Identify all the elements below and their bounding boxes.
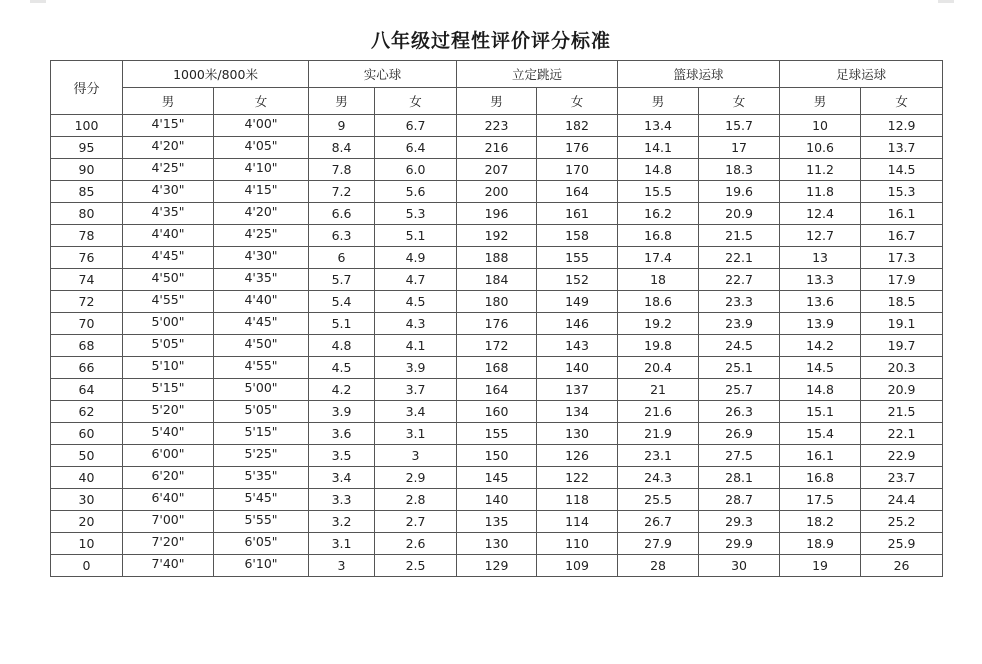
football-female-cell: 19.7 xyxy=(861,335,943,357)
jump-male-cell: 129 xyxy=(457,555,537,577)
jump-male-cell: 196 xyxy=(457,203,537,225)
run-female-cell: 6'10" xyxy=(214,555,309,577)
ball-male-cell: 3.6 xyxy=(309,423,375,445)
page-title: 八年级过程性评价评分标准 xyxy=(370,30,611,52)
basketball-female-cell: 29.3 xyxy=(699,511,780,533)
score-cell: 85 xyxy=(51,181,123,203)
ball-male-header: 男 xyxy=(309,88,375,115)
basketball-male-cell: 18 xyxy=(618,269,699,291)
table-row xyxy=(51,489,943,511)
football-male-cell: 15.4 xyxy=(780,423,861,445)
run-male-cell: 7'40" xyxy=(123,555,214,577)
jump-male-cell: 140 xyxy=(457,489,537,511)
jump-group-header: 立定跳远 xyxy=(457,61,618,88)
run-male-cell: 4'35" xyxy=(123,203,214,225)
jump-female-cell: 143 xyxy=(537,335,618,357)
score-cell: 66 xyxy=(51,357,123,379)
basketball-male-cell: 27.9 xyxy=(618,533,699,555)
table-row xyxy=(51,247,943,269)
basketball-male-cell: 19.2 xyxy=(618,313,699,335)
jump-female-cell: 130 xyxy=(537,423,618,445)
table-header xyxy=(51,61,943,115)
basketball-female-cell: 26.9 xyxy=(699,423,780,445)
jump-female-cell: 140 xyxy=(537,357,618,379)
ball-female-cell: 2.9 xyxy=(375,467,457,489)
football-female-cell: 18.5 xyxy=(861,291,943,313)
ball-male-cell: 6.6 xyxy=(309,203,375,225)
ball-male-cell: 7.8 xyxy=(309,159,375,181)
jump-female-cell: 122 xyxy=(537,467,618,489)
jump-female-cell: 137 xyxy=(537,379,618,401)
ball-male-cell: 3.4 xyxy=(309,467,375,489)
jump-female-cell: 161 xyxy=(537,203,618,225)
football-female-cell: 19.1 xyxy=(861,313,943,335)
jump-female-cell: 118 xyxy=(537,489,618,511)
football-male-cell: 16.1 xyxy=(780,445,861,467)
football-male-cell: 11.2 xyxy=(780,159,861,181)
football-male-cell: 13 xyxy=(780,247,861,269)
score-cell: 78 xyxy=(51,225,123,247)
run-male-cell: 4'25" xyxy=(123,159,214,181)
score-cell: 64 xyxy=(51,379,123,401)
run-male-cell: 4'40" xyxy=(123,225,214,247)
run-female-header: 女 xyxy=(214,88,309,115)
basketball-female-cell: 28.7 xyxy=(699,489,780,511)
football-male-cell: 13.6 xyxy=(780,291,861,313)
ball-female-cell: 2.5 xyxy=(375,555,457,577)
run-male-header: 男 xyxy=(123,88,214,115)
score-cell: 90 xyxy=(51,159,123,181)
score-cell: 30 xyxy=(51,489,123,511)
run-male-cell: 5'10" xyxy=(123,357,214,379)
run-female-cell: 4'10" xyxy=(214,159,309,181)
football-male-cell: 18.2 xyxy=(780,511,861,533)
basketball-male-cell: 23.1 xyxy=(618,445,699,467)
run-female-cell: 4'35" xyxy=(214,269,309,291)
run-female-cell: 4'05" xyxy=(214,137,309,159)
basketball-male-header: 男 xyxy=(618,88,699,115)
basketball-female-cell: 29.9 xyxy=(699,533,780,555)
ball-male-cell: 4.2 xyxy=(309,379,375,401)
run-male-cell: 4'45" xyxy=(123,247,214,269)
ball-female-cell: 6.7 xyxy=(375,115,457,137)
run-male-cell: 5'20" xyxy=(123,401,214,423)
basketball-male-cell: 15.5 xyxy=(618,181,699,203)
score-cell: 74 xyxy=(51,269,123,291)
score-cell: 100 xyxy=(51,115,123,137)
run-male-cell: 7'20" xyxy=(123,533,214,555)
ball-female-cell: 3.1 xyxy=(375,423,457,445)
ball-male-cell: 6 xyxy=(309,247,375,269)
football-male-cell: 18.9 xyxy=(780,533,861,555)
table-row xyxy=(51,555,943,577)
run-female-cell: 5'25" xyxy=(214,445,309,467)
basketball-group-header: 篮球运球 xyxy=(618,61,780,88)
ball-male-cell: 3 xyxy=(309,555,375,577)
run-female-cell: 5'35" xyxy=(214,467,309,489)
basketball-female-cell: 23.3 xyxy=(699,291,780,313)
table-row xyxy=(51,533,943,555)
score-cell: 68 xyxy=(51,335,123,357)
football-male-cell: 16.8 xyxy=(780,467,861,489)
jump-female-cell: 126 xyxy=(537,445,618,467)
run-female-cell: 4'30" xyxy=(214,247,309,269)
basketball-male-cell: 19.8 xyxy=(618,335,699,357)
score-cell: 62 xyxy=(51,401,123,423)
basketball-male-cell: 14.8 xyxy=(618,159,699,181)
jump-female-cell: 149 xyxy=(537,291,618,313)
ball-female-cell: 2.7 xyxy=(375,511,457,533)
table-row xyxy=(51,401,943,423)
table-row xyxy=(51,159,943,181)
score-cell: 0 xyxy=(51,555,123,577)
table-row xyxy=(51,181,943,203)
basketball-female-cell: 25.1 xyxy=(699,357,780,379)
run-male-cell: 5'15" xyxy=(123,379,214,401)
ball-male-cell: 6.3 xyxy=(309,225,375,247)
table-row xyxy=(51,203,943,225)
ball-male-cell: 8.4 xyxy=(309,137,375,159)
jump-female-cell: 182 xyxy=(537,115,618,137)
football-female-cell: 12.9 xyxy=(861,115,943,137)
jump-female-cell: 164 xyxy=(537,181,618,203)
run-male-cell: 7'00" xyxy=(123,511,214,533)
football-female-cell: 14.5 xyxy=(861,159,943,181)
ball-female-cell: 4.7 xyxy=(375,269,457,291)
run-female-cell: 5'45" xyxy=(214,489,309,511)
score-cell: 10 xyxy=(51,533,123,555)
ball-male-cell: 7.2 xyxy=(309,181,375,203)
table-row xyxy=(51,467,943,489)
header-row-groups xyxy=(51,61,943,88)
basketball-male-cell: 20.4 xyxy=(618,357,699,379)
table-row xyxy=(51,423,943,445)
score-cell: 60 xyxy=(51,423,123,445)
basketball-female-cell: 18.3 xyxy=(699,159,780,181)
football-female-cell: 17.9 xyxy=(861,269,943,291)
basketball-male-cell: 28 xyxy=(618,555,699,577)
run-female-cell: 5'05" xyxy=(214,401,309,423)
table-row xyxy=(51,335,943,357)
football-female-cell: 26 xyxy=(861,555,943,577)
score-cell: 76 xyxy=(51,247,123,269)
run-group-header: 1000米/800米 xyxy=(123,61,309,88)
football-male-cell: 14.8 xyxy=(780,379,861,401)
ball-female-cell: 2.8 xyxy=(375,489,457,511)
run-female-cell: 4'50" xyxy=(214,335,309,357)
ball-female-cell: 4.3 xyxy=(375,313,457,335)
ball-male-cell: 3.3 xyxy=(309,489,375,511)
jump-male-cell: 160 xyxy=(457,401,537,423)
score-cell: 70 xyxy=(51,313,123,335)
jump-female-cell: 152 xyxy=(537,269,618,291)
football-female-cell: 16.1 xyxy=(861,203,943,225)
ball-female-cell: 3.4 xyxy=(375,401,457,423)
run-male-cell: 5'05" xyxy=(123,335,214,357)
corner-mark-left xyxy=(30,0,46,3)
ball-male-cell: 9 xyxy=(309,115,375,137)
table-row xyxy=(51,445,943,467)
jump-male-cell: 180 xyxy=(457,291,537,313)
football-female-cell: 22.1 xyxy=(861,423,943,445)
basketball-female-cell: 30 xyxy=(699,555,780,577)
run-female-cell: 4'45" xyxy=(214,313,309,335)
basketball-male-cell: 14.1 xyxy=(618,137,699,159)
run-male-cell: 4'20" xyxy=(123,137,214,159)
basketball-female-cell: 26.3 xyxy=(699,401,780,423)
jump-female-cell: 134 xyxy=(537,401,618,423)
basketball-female-cell: 21.5 xyxy=(699,225,780,247)
football-male-cell: 10.6 xyxy=(780,137,861,159)
jump-female-cell: 110 xyxy=(537,533,618,555)
run-male-cell: 6'20" xyxy=(123,467,214,489)
basketball-male-cell: 21 xyxy=(618,379,699,401)
run-female-cell: 5'00" xyxy=(214,379,309,401)
table-row xyxy=(51,225,943,247)
run-male-cell: 4'15" xyxy=(123,115,214,137)
ball-female-cell: 5.6 xyxy=(375,181,457,203)
jump-male-cell: 192 xyxy=(457,225,537,247)
jump-male-cell: 130 xyxy=(457,533,537,555)
football-male-cell: 17.5 xyxy=(780,489,861,511)
ball-male-cell: 3.5 xyxy=(309,445,375,467)
ball-male-cell: 5.4 xyxy=(309,291,375,313)
run-male-cell: 4'50" xyxy=(123,269,214,291)
table-row xyxy=(51,291,943,313)
football-male-cell: 12.7 xyxy=(780,225,861,247)
score-column-header: 得分 xyxy=(51,61,123,115)
run-male-cell: 6'40" xyxy=(123,489,214,511)
table-row xyxy=(51,357,943,379)
basketball-female-cell: 24.5 xyxy=(699,335,780,357)
run-female-cell: 4'20" xyxy=(214,203,309,225)
jump-female-cell: 155 xyxy=(537,247,618,269)
football-male-cell: 19 xyxy=(780,555,861,577)
basketball-male-cell: 26.7 xyxy=(618,511,699,533)
jump-male-cell: 188 xyxy=(457,247,537,269)
jump-male-cell: 145 xyxy=(457,467,537,489)
jump-male-cell: 216 xyxy=(457,137,537,159)
ball-male-cell: 3.9 xyxy=(309,401,375,423)
jump-female-cell: 170 xyxy=(537,159,618,181)
score-table xyxy=(50,60,943,577)
ball-female-header: 女 xyxy=(375,88,457,115)
football-female-cell: 20.9 xyxy=(861,379,943,401)
jump-female-cell: 176 xyxy=(537,137,618,159)
ball-female-cell: 4.9 xyxy=(375,247,457,269)
ball-female-cell: 6.4 xyxy=(375,137,457,159)
football-male-cell: 14.2 xyxy=(780,335,861,357)
basketball-female-cell: 25.7 xyxy=(699,379,780,401)
jump-male-cell: 150 xyxy=(457,445,537,467)
jump-female-header: 女 xyxy=(537,88,618,115)
table-row xyxy=(51,379,943,401)
table-row xyxy=(51,115,943,137)
score-cell: 40 xyxy=(51,467,123,489)
football-male-cell: 14.5 xyxy=(780,357,861,379)
ball-male-cell: 5.7 xyxy=(309,269,375,291)
jump-male-cell: 223 xyxy=(457,115,537,137)
ball-female-cell: 4.1 xyxy=(375,335,457,357)
football-male-cell: 10 xyxy=(780,115,861,137)
run-female-cell: 6'05" xyxy=(214,533,309,555)
run-female-cell: 4'00" xyxy=(214,115,309,137)
football-female-cell: 21.5 xyxy=(861,401,943,423)
basketball-female-cell: 27.5 xyxy=(699,445,780,467)
jump-male-cell: 200 xyxy=(457,181,537,203)
jump-male-header: 男 xyxy=(457,88,537,115)
football-male-cell: 13.9 xyxy=(780,313,861,335)
run-male-cell: 4'30" xyxy=(123,181,214,203)
jump-female-cell: 114 xyxy=(537,511,618,533)
run-male-cell: 5'40" xyxy=(123,423,214,445)
jump-male-cell: 184 xyxy=(457,269,537,291)
table-row xyxy=(51,137,943,159)
basketball-female-cell: 20.9 xyxy=(699,203,780,225)
run-female-cell: 4'40" xyxy=(214,291,309,313)
football-female-cell: 17.3 xyxy=(861,247,943,269)
ball-female-cell: 5.1 xyxy=(375,225,457,247)
score-cell: 80 xyxy=(51,203,123,225)
table-row xyxy=(51,511,943,533)
jump-female-cell: 146 xyxy=(537,313,618,335)
basketball-male-cell: 17.4 xyxy=(618,247,699,269)
basketball-male-cell: 21.9 xyxy=(618,423,699,445)
basketball-male-cell: 16.2 xyxy=(618,203,699,225)
table-row xyxy=(51,269,943,291)
ball-female-cell: 3 xyxy=(375,445,457,467)
ball-female-cell: 3.9 xyxy=(375,357,457,379)
basketball-male-cell: 21.6 xyxy=(618,401,699,423)
football-female-cell: 20.3 xyxy=(861,357,943,379)
jump-female-cell: 109 xyxy=(537,555,618,577)
run-male-cell: 5'00" xyxy=(123,313,214,335)
basketball-female-cell: 19.6 xyxy=(699,181,780,203)
run-female-cell: 5'55" xyxy=(214,511,309,533)
run-male-cell: 6'00" xyxy=(123,445,214,467)
ball-male-cell: 5.1 xyxy=(309,313,375,335)
football-female-cell: 23.7 xyxy=(861,467,943,489)
football-male-cell: 12.4 xyxy=(780,203,861,225)
ball-female-cell: 3.7 xyxy=(375,379,457,401)
header-row-sex xyxy=(51,88,943,115)
ball-female-cell: 2.6 xyxy=(375,533,457,555)
jump-female-cell: 158 xyxy=(537,225,618,247)
football-female-cell: 25.9 xyxy=(861,533,943,555)
basketball-female-cell: 15.7 xyxy=(699,115,780,137)
jump-male-cell: 172 xyxy=(457,335,537,357)
basketball-male-cell: 13.4 xyxy=(618,115,699,137)
run-female-cell: 5'15" xyxy=(214,423,309,445)
basketball-male-cell: 24.3 xyxy=(618,467,699,489)
football-female-cell: 25.2 xyxy=(861,511,943,533)
football-female-cell: 16.7 xyxy=(861,225,943,247)
football-female-cell: 15.3 xyxy=(861,181,943,203)
run-male-cell: 4'55" xyxy=(123,291,214,313)
jump-male-cell: 164 xyxy=(457,379,537,401)
ball-male-cell: 3.2 xyxy=(309,511,375,533)
ball-female-cell: 5.3 xyxy=(375,203,457,225)
jump-male-cell: 155 xyxy=(457,423,537,445)
score-cell: 20 xyxy=(51,511,123,533)
basketball-female-header: 女 xyxy=(699,88,780,115)
table-body xyxy=(51,115,943,577)
jump-male-cell: 135 xyxy=(457,511,537,533)
basketball-female-cell: 22.7 xyxy=(699,269,780,291)
football-female-header: 女 xyxy=(861,88,943,115)
table-row xyxy=(51,313,943,335)
jump-male-cell: 207 xyxy=(457,159,537,181)
basketball-female-cell: 28.1 xyxy=(699,467,780,489)
football-group-header: 足球运球 xyxy=(780,61,943,88)
score-cell: 95 xyxy=(51,137,123,159)
run-female-cell: 4'55" xyxy=(214,357,309,379)
ball-group-header: 实心球 xyxy=(309,61,457,88)
score-cell: 72 xyxy=(51,291,123,313)
ball-male-cell: 3.1 xyxy=(309,533,375,555)
ball-male-cell: 4.8 xyxy=(309,335,375,357)
ball-female-cell: 6.0 xyxy=(375,159,457,181)
basketball-male-cell: 25.5 xyxy=(618,489,699,511)
jump-male-cell: 168 xyxy=(457,357,537,379)
football-female-cell: 22.9 xyxy=(861,445,943,467)
run-female-cell: 4'15" xyxy=(214,181,309,203)
ball-female-cell: 4.5 xyxy=(375,291,457,313)
basketball-female-cell: 22.1 xyxy=(699,247,780,269)
jump-male-cell: 176 xyxy=(457,313,537,335)
football-male-cell: 13.3 xyxy=(780,269,861,291)
football-male-cell: 15.1 xyxy=(780,401,861,423)
basketball-female-cell: 23.9 xyxy=(699,313,780,335)
basketball-male-cell: 16.8 xyxy=(618,225,699,247)
ball-male-cell: 4.5 xyxy=(309,357,375,379)
corner-mark-right xyxy=(938,0,954,3)
football-female-cell: 13.7 xyxy=(861,137,943,159)
football-male-cell: 11.8 xyxy=(780,181,861,203)
basketball-female-cell: 17 xyxy=(699,137,780,159)
run-female-cell: 4'25" xyxy=(214,225,309,247)
football-female-cell: 24.4 xyxy=(861,489,943,511)
football-male-header: 男 xyxy=(780,88,861,115)
basketball-male-cell: 18.6 xyxy=(618,291,699,313)
score-cell: 50 xyxy=(51,445,123,467)
